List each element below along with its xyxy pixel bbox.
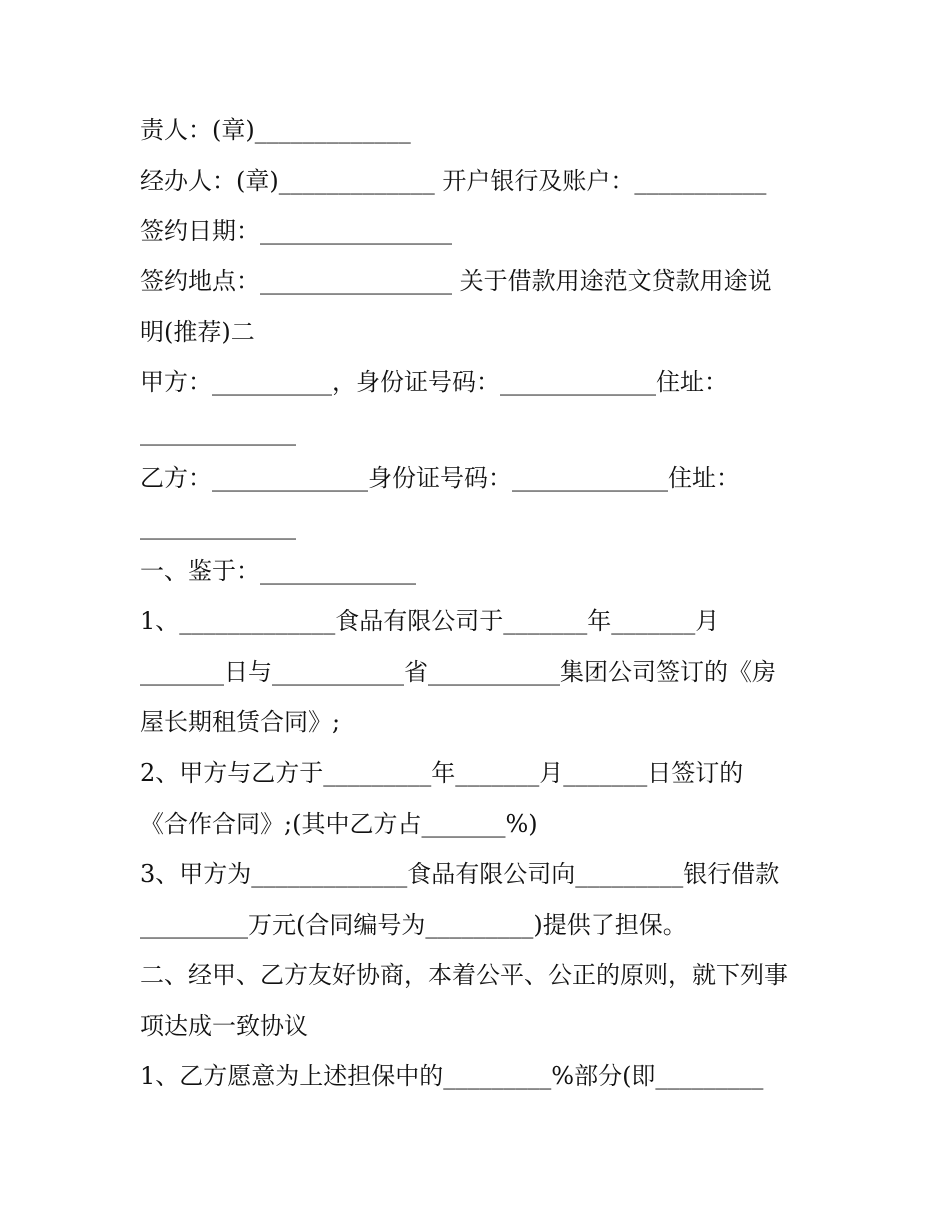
- text-line-clause-1-end: 屋长期租赁合同》;: [140, 708, 341, 736]
- text-line-clause-2: 2、甲方与乙方于_________年_______月_______日签订的: [140, 759, 744, 787]
- text-line-responsible-person: 责人：(章)_____________: [140, 116, 411, 144]
- text-line-signing-place: 签约地点：________________ 关于借款用途范文贷款用途说: [140, 267, 772, 295]
- text-line-clause-2-cont: 《合作合同》;(其中乙方占_______%): [140, 810, 538, 838]
- text-line-clause-3-cont: _________万元(合同编号为_________)提供了担保。: [140, 911, 687, 939]
- text-line-agreement-1: 1、乙方愿意为上述担保中的_________%部分(即_________: [140, 1062, 764, 1090]
- text-line-clause-1: 1、_____________食品有限公司于_______年_______月: [140, 607, 720, 635]
- text-line-clause-3: 3、甲方为_____________食品有限公司向_________银行借款: [140, 860, 780, 888]
- text-line-signing-date: 签约日期：________________: [140, 217, 452, 245]
- text-line-handler-bank-account: 经办人：(章)_____________ 开户银行及账户：___________: [140, 167, 767, 195]
- text-line-clause-1-cont: _______日与___________省___________集团公司签订的《房: [140, 658, 776, 686]
- text-line-section-2-cont: 项达成一致协议: [140, 1012, 308, 1040]
- text-line-party-b: 乙方：_____________身份证号码：_____________住址：: [140, 464, 740, 492]
- text-line-title-continuation: 明(推荐)二: [140, 318, 255, 346]
- text-line-party-a: 甲方：__________，身份证号码：_____________住址：: [140, 368, 728, 396]
- text-line-party-b-address: _____________: [140, 512, 296, 540]
- text-line-section-2: 二、经甲、乙方友好协商，本着公平、公正的原则，就下列事: [140, 961, 788, 989]
- text-line-whereas: 一、鉴于：_____________: [140, 557, 416, 585]
- text-line-party-a-address: _____________: [140, 418, 296, 446]
